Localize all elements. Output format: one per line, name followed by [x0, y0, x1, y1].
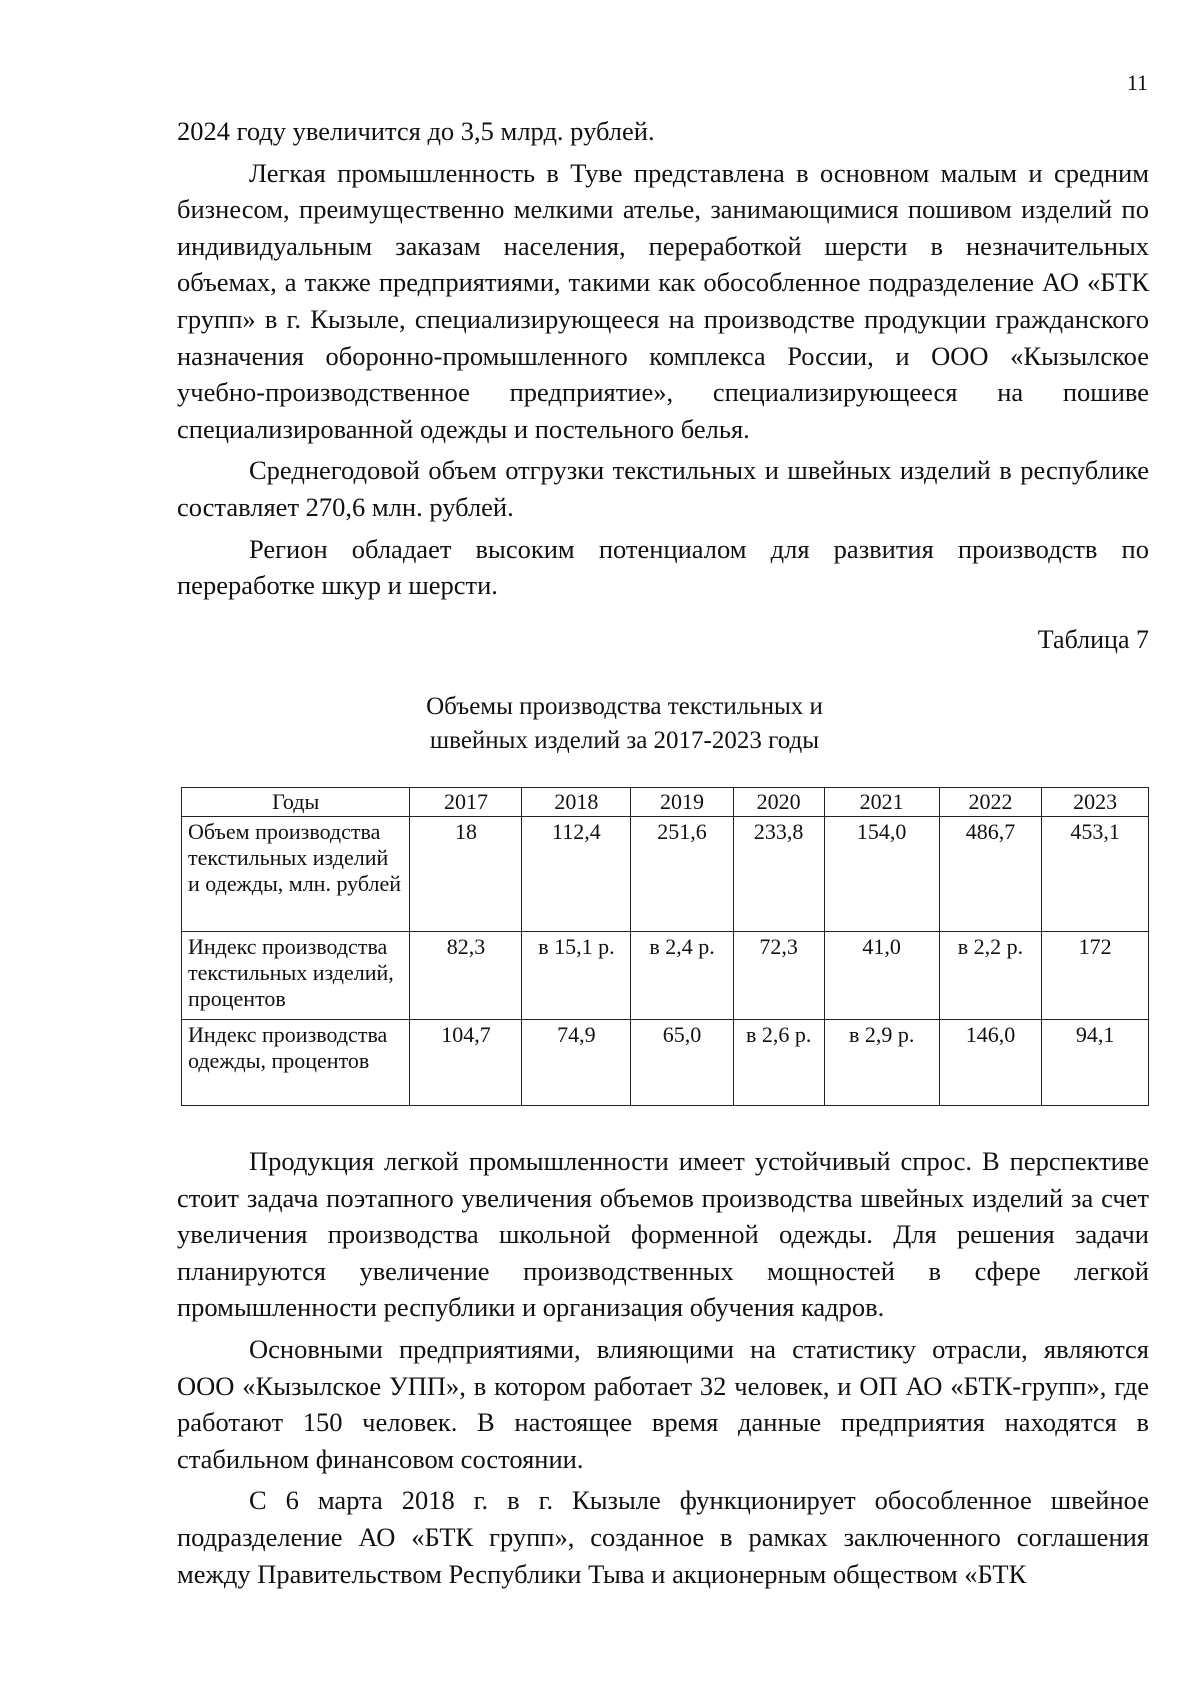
table-header-cell: 2021 — [824, 788, 939, 817]
table-title-line: швейных изделий за 2017-2023 годы — [429, 727, 820, 754]
table-cell: в 2,6 р. — [733, 1020, 824, 1106]
table-cell: 18 — [410, 817, 522, 932]
table-header-cell: Годы — [182, 788, 410, 817]
row-label: Индекс производства одежды, процентов — [182, 1020, 410, 1106]
paragraph: Среднегодовой объем отгрузки текстильных и швейных изделий в республике составляет 270,6 млн. рублей. — [177, 455, 1149, 522]
table-header-cell: 2017 — [410, 788, 522, 817]
table-number: Таблица 7 — [1037, 625, 1149, 654]
table-cell: 94,1 — [1042, 1020, 1149, 1106]
table-cell: 41,0 — [824, 932, 939, 1020]
paragraph: С 6 марта 2018 г. в г. Кызыле функционирует обособленное швейное подразделение АО «БТК групп», созданное в рамках заключенного соглашения между Правительством Республики Тыва и акционерным обществом «БТК — [177, 1485, 1149, 1589]
production-table — [181, 787, 1149, 1106]
table-cell: 112,4 — [522, 817, 631, 932]
table-header-cell: 2022 — [939, 788, 1041, 817]
table-cell: 74,9 — [522, 1020, 631, 1106]
table-row — [182, 817, 1149, 932]
table-cell: в 2,2 р. — [939, 932, 1041, 1020]
table-cell: 146,0 — [939, 1020, 1041, 1106]
page-number: 11 — [1126, 70, 1148, 95]
table-row — [182, 1020, 1149, 1106]
table-cell: 453,1 — [1042, 817, 1149, 932]
table-cell: в 2,4 р. — [631, 932, 733, 1020]
text-block-bottom — [177, 1143, 1149, 1592]
row-label: Индекс производства текстильных изделий, процентов — [182, 932, 410, 1020]
table-title — [177, 690, 1072, 758]
table-header-row — [182, 788, 1149, 817]
paragraph: Регион обладает высоким потенциалом для развития производств по переработке шкур и шерсти. — [177, 533, 1149, 601]
table-cell: 82,3 — [410, 932, 522, 1020]
table-cell: 486,7 — [939, 817, 1041, 932]
table-cell: 251,6 — [631, 817, 733, 932]
paragraph: Легкая промышленность в Туве представлена в основном малым и средним бизнесом, преимущественно мелкими ателье, занимающимися пошивом изделий по индивидуальным заказам населения, переработкой шерсти в незначительных объемах, а также предприятиями, такими как обособленное подразделение АО «БТК групп» в г. Кызыле, специализирующееся на производстве продукции гражданского назначения оборонно-промышленного комплекса России, и ООО «Кызылское учебно-производственное предприятие», специализирующееся на пошиве специализированной одежды и постельного белья. — [177, 157, 1149, 444]
table-header-cell: 2018 — [522, 788, 631, 817]
table-header-cell: 2020 — [733, 788, 824, 817]
text-block-top — [177, 113, 1149, 604]
table-cell: 172 — [1042, 932, 1149, 1020]
table-title-line: Объемы производства текстильных и — [426, 693, 823, 720]
table-cell: 154,0 — [824, 817, 939, 932]
paragraph: Основными предприятиями, влияющими на статистику отрасли, являются ООО «Кызылское УПП», в котором работает 32 человек, и ОП АО «БТК-групп», где работают 150 человек. В настоящее время данные предприятия находятся в стабильном финансовом состоянии. — [177, 1333, 1149, 1474]
table-cell: 233,8 — [733, 817, 824, 932]
table-cell: 65,0 — [631, 1020, 733, 1106]
table-header-cell: 2019 — [631, 788, 733, 817]
paragraph: Продукция легкой промышленности имеет устойчивый спрос. В перспективе стоит задача поэтапного увеличения объемов производства швейных изделий за счет увеличения производства школьной форменной одежды. Для решения задачи планируются увеличение производственных мощностей в сфере легкой промышленности республики и организация обучения кадров. — [177, 1146, 1149, 1323]
row-label: Объем производства текстильных изделий и одежды, млн. рублей — [182, 817, 410, 932]
paragraph: 2024 году увеличится до 3,5 млрд. рублей. — [177, 116, 655, 146]
table-header-cell: 2023 — [1042, 788, 1149, 817]
table-cell: 72,3 — [733, 932, 824, 1020]
table-cell: 104,7 — [410, 1020, 522, 1106]
table-row — [182, 932, 1149, 1020]
table-cell: в 15,1 р. — [522, 932, 631, 1020]
table-cell: в 2,9 р. — [824, 1020, 939, 1106]
